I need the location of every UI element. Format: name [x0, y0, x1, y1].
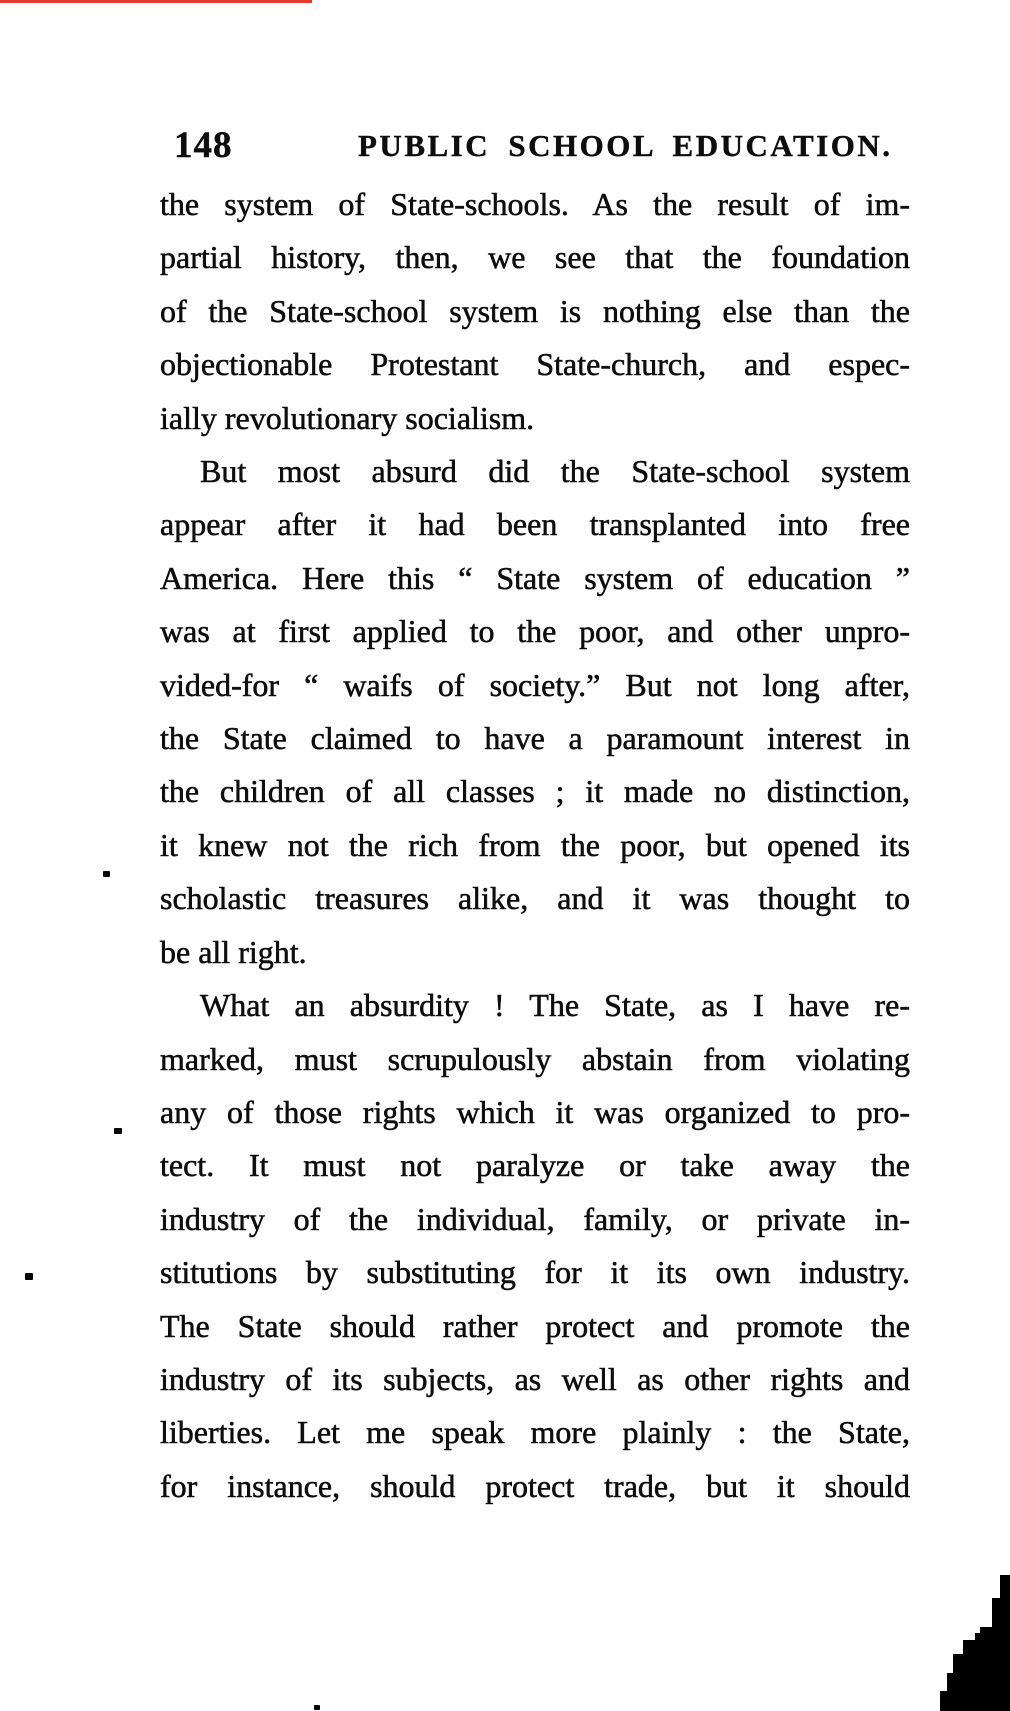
- text-line: America. Here this “ State system of education ”: [160, 559, 910, 596]
- text-line: vided-for “ waifs of society.” But not long after,: [160, 666, 910, 703]
- text-line: objectionable Protestant State-church, and espec-: [160, 346, 910, 383]
- scan-artifact-red-line: [0, 0, 312, 3]
- text-line: stitutions by substituting for it its own industry.: [160, 1254, 910, 1291]
- text-line: appear after it had been transplanted into free: [160, 506, 910, 543]
- scan-speck: [314, 1705, 320, 1710]
- text-line: was at first applied to the poor, and other unpro-: [160, 613, 910, 650]
- scan-speck: [103, 871, 110, 877]
- text-line: The State should rather protect and promote the: [160, 1307, 910, 1344]
- text-line: industry of the individual, family, or private in-: [160, 1200, 910, 1237]
- text-line: industry of its subjects, as well as other rights and: [160, 1360, 910, 1397]
- page-number: 148: [174, 125, 233, 166]
- text-line: partial history, then, we see that the foundation: [160, 239, 910, 276]
- text-line: marked, must scrupulously abstain from violating: [160, 1040, 910, 1077]
- text-line: scholastic treasures alike, and it was thought to: [160, 880, 910, 917]
- text-line: ially revolutionary socialism.: [160, 399, 535, 436]
- scan-speck: [114, 1128, 122, 1134]
- running-title: PUBLIC SCHOOL EDUCATION.: [358, 128, 893, 163]
- scan-artifact-corner: [935, 1570, 1010, 1711]
- text-line: the State claimed to have a paramount interest in: [160, 720, 910, 757]
- text-line: What an absurdity ! The State, as I have re-: [200, 987, 910, 1024]
- text-line: the system of State-schools. As the result of im-: [160, 186, 910, 222]
- text-line: for instance, should protect trade, but it should: [160, 1467, 910, 1504]
- text-line: be all right.: [160, 933, 307, 970]
- text-line: But most absurd did the State-school system: [200, 453, 910, 490]
- text-block: [160, 178, 910, 1513]
- text-line: tect. It must not paralyze or take away the: [160, 1147, 910, 1184]
- text-line: of the State-school system is nothing else than the: [160, 292, 910, 329]
- text-line: liberties. Let me speak more plainly : the State,: [160, 1414, 910, 1451]
- text-line: it knew not the rich from the poor, but opened its: [160, 826, 910, 863]
- text-line: any of those rights which it was organized to pro-: [160, 1093, 910, 1130]
- text-line: the children of all classes ; it made no distinction,: [160, 773, 910, 810]
- scan-speck: [25, 1273, 33, 1280]
